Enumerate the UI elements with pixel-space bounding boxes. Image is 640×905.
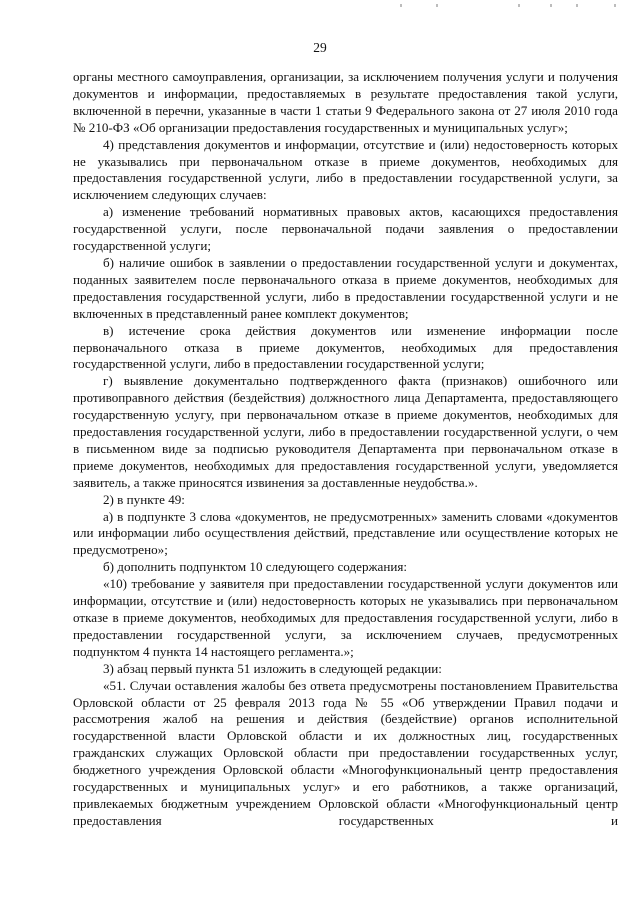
- paragraph-continuation: органы местного самоуправления, организации, за исключением получения услуги и получения документов и информации, предоставляемых в результате предоставления такой услуги, включенной в перечни, указанные в части 1 статьи 9 Федерального закона от 27 июля 2010 года № 210-ФЗ «Об организации предоставления государственных и муниципальных услуг»;: [73, 69, 618, 135]
- paragraph-subitem-g: г) выявление документально подтвержденного факта (признаков) ошибочного или противоправного действия (бездействия) должностного лица Департамента, предоставляющего государственную услугу, при первоначальном отказе в приеме документов, необходимых для предоставления государственной услуги, либо в предоставлении государственной услуги, о чем в письменном виде за подписью руководителя Департамента при первоначальном отказе в приеме документов, необходимых для предоставления государственной услуги, уведомляется заявитель, а также приносятся извинения за доставленные неудобства.».: [73, 373, 618, 490]
- paragraph-subitem-b: б) наличие ошибок в заявлении о предоставлении государственной услуги и документах, поданных заявителем после первоначального отказа в приеме документов, необходимых для предоставления государственной услуги, либо в предоставлении государственной услуги и не включенных в представленный ранее комплект документов;: [73, 254, 618, 321]
- scan-artifact-marks: [400, 4, 620, 8]
- paragraph-item-2-b: б) дополнить подпунктом 10 следующего содержания:: [103, 559, 408, 575]
- document-body: [73, 69, 618, 830]
- paragraph-quote-10: «10) требование у заявителя при предоставлении государственной услуги документов или информации, отсутствие и (или) недостоверность которых не указывались при первоначальном отказе в приеме документов, необходимых для предоставления государственной услуги, либо в предоставлении государственной услуги, за исключением случаев, предусмотренных подпунктом 4 пункта 14 настоящего регламента.»;: [73, 576, 618, 659]
- page-number: 29: [313, 40, 327, 55]
- paragraph-item-4: 4) представления документов и информации, отсутствие и (или) недостоверность которых не указывались при первоначальном отказе в приеме документов, необходимых для предоставления государственной услуги, либо в предоставлении государственной услуги, за исключением следующих случаев:: [73, 136, 618, 203]
- paragraph-subitem-a: а) изменение требований нормативных правовых актов, касающихся предоставления государственной услуги, после первоначальной подачи заявления о предоставлении государственной услуги;: [73, 204, 618, 254]
- paragraph-item-2: 2) в пункте 49:: [103, 491, 185, 507]
- paragraph-subitem-v: в) истечение срока действия документов или изменение информации после первоначального отказа в приеме документов, необходимых для предоставления государственной услуги, либо в предоставлении государственной услуги;: [73, 322, 618, 372]
- paragraph-quote-51: «51. Случаи оставления жалобы без ответа предусмотрены постановлением Правительства Орловской области от 25 февраля 2013 года № 55 «Об утверждении Правил подачи и рассмотрения жалоб на решения и действия (бездействие) органов исполнительной государственной власти Орловской области и их должностных лиц, государственных гражданских служащих Орловской области при предоставлении государственных услуг, бюджетного учреждения Орловской области «Многофункциональный центр предоставления государственных и муниципальных услуг» и его работников, а также организаций, привлекаемых бюджетным учреждением Орловской области «Многофункциональный центр предоставления государственных и: [73, 677, 618, 828]
- paragraph-item-3: 3) абзац первый пункта 51 изложить в следующей редакции:: [103, 660, 442, 676]
- paragraph-item-2-a: а) в подпункте 3 слова «документов, не предусмотренных» заменить словами «документов или информации либо осуществления действий, представление или осуществление которых не предусмотрено»;: [73, 508, 618, 558]
